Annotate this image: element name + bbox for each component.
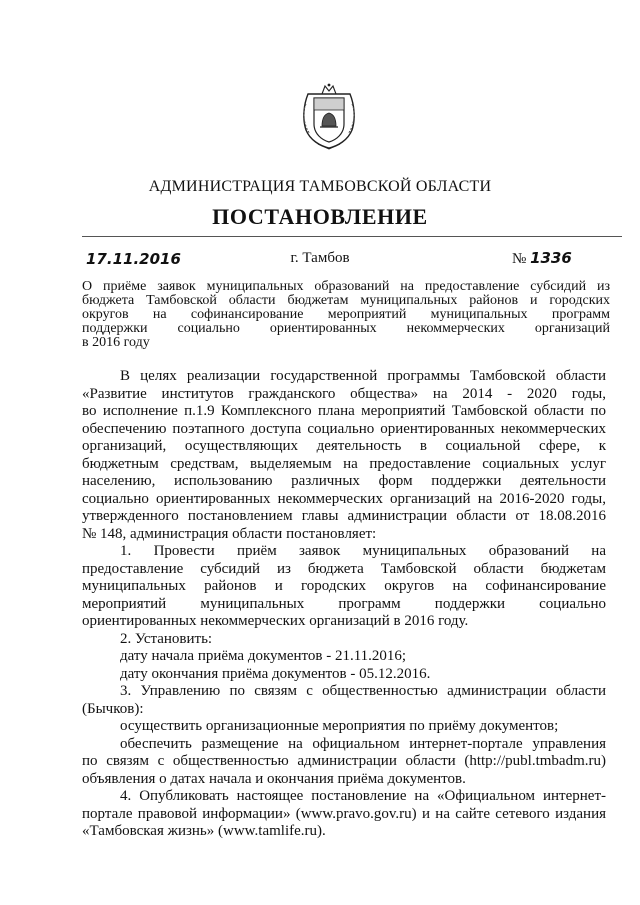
document-type: ПОСТАНОВЛЕНИЕ	[212, 204, 428, 229]
body-line: бюджетным средствам, выделяемым на предоставление социальных услуг	[82, 455, 606, 472]
body-line: населению, использованию различных форм поддержки деятельности	[82, 473, 606, 489]
document-date: 17.11.2016	[86, 250, 181, 268]
body-line: организаций, осуществляющих деятельность в социальной сфере, к	[82, 438, 606, 454]
body-line: дату окончания приёма документов - 05.12.2016.	[120, 665, 431, 682]
body-line: «Тамбовская жизнь» (www.tamlife.ru).	[82, 823, 326, 839]
title-line: округов на софинансирование мероприятий муниципальных программ	[82, 307, 610, 322]
document-body	[82, 368, 606, 841]
body-line: объявления о датах начала и окончания приёма документов.	[82, 770, 466, 787]
body-line: ориентированных некоммерческих организаций в 2016 году.	[82, 613, 469, 629]
document-title	[82, 280, 610, 350]
body-line: № 148, администрация области постановляет:	[82, 525, 377, 542]
tambov-coat-of-arms-icon	[300, 80, 358, 150]
title-line: бюджета Тамбовской области бюджетам муниципальных районов и городских	[82, 293, 610, 308]
body-line: «Развитие институтов гражданского общества» на 2014 - 2020 годы,	[82, 385, 606, 402]
body-line: муниципальных районов и городских округов на софинансирование	[82, 578, 606, 594]
body-line: портале правовой информации» (www.pravo.gov.ru) и на сайте сетевого издания	[82, 805, 606, 822]
document-number	[512, 249, 572, 268]
title-line: поддержки социально ориентированных некоммерческих организаций	[82, 321, 610, 336]
body-line: осуществить организационные мероприятия по приёму документов;	[120, 718, 559, 734]
body-line: социально ориентированных некоммерческих организаций на 2016-2020 годы,	[82, 490, 606, 507]
body-line: дату начала приёма документов - 21.11.2016;	[120, 648, 407, 664]
body-line: по связям с общественностью администрации области (http://publ.tmbadm.ru)	[82, 753, 606, 769]
header-divider	[82, 236, 622, 237]
number-value: 1336	[530, 249, 572, 267]
body-line: обеспечению поэтапного доступа социально ориентированных некоммерческих	[82, 420, 606, 437]
number-prefix: №	[512, 251, 527, 267]
title-line: в 2016 году	[82, 335, 150, 350]
body-line: утвержденного постановлением главы администрации области от 18.08.2016	[82, 508, 606, 524]
body-line: 3. Управлению по связям с общественностью администрации области	[120, 683, 606, 699]
body-line: предоставление субсидий из бюджета Тамбовской области бюджетам	[82, 560, 606, 577]
body-line: В целях реализации государственной программы Тамбовской области	[120, 368, 606, 384]
body-line: 4. Опубликовать настоящее постановление на «Официальном интернет-	[120, 788, 606, 804]
body-line: 1. Провести приём заявок муниципальных образований на	[120, 543, 606, 559]
body-line: мероприятий муниципальных программ поддержки социально	[82, 595, 606, 612]
title-line: О приёме заявок муниципальных образований на предоставление субсидий из	[82, 279, 610, 294]
body-line: 2. Установить:	[120, 630, 213, 647]
organization-name: АДМИНИСТРАЦИЯ ТАМБОВСКОЙ ОБЛАСТИ	[148, 178, 492, 195]
body-line: (Бычков):	[82, 700, 144, 717]
body-line: обеспечить размещение на официальном интернет-портале управления	[120, 735, 606, 752]
body-line: во исполнение п.1.9 Комплексного плана мероприятий Тамбовской области по	[82, 403, 606, 419]
document-city: г. Тамбов	[290, 250, 350, 266]
